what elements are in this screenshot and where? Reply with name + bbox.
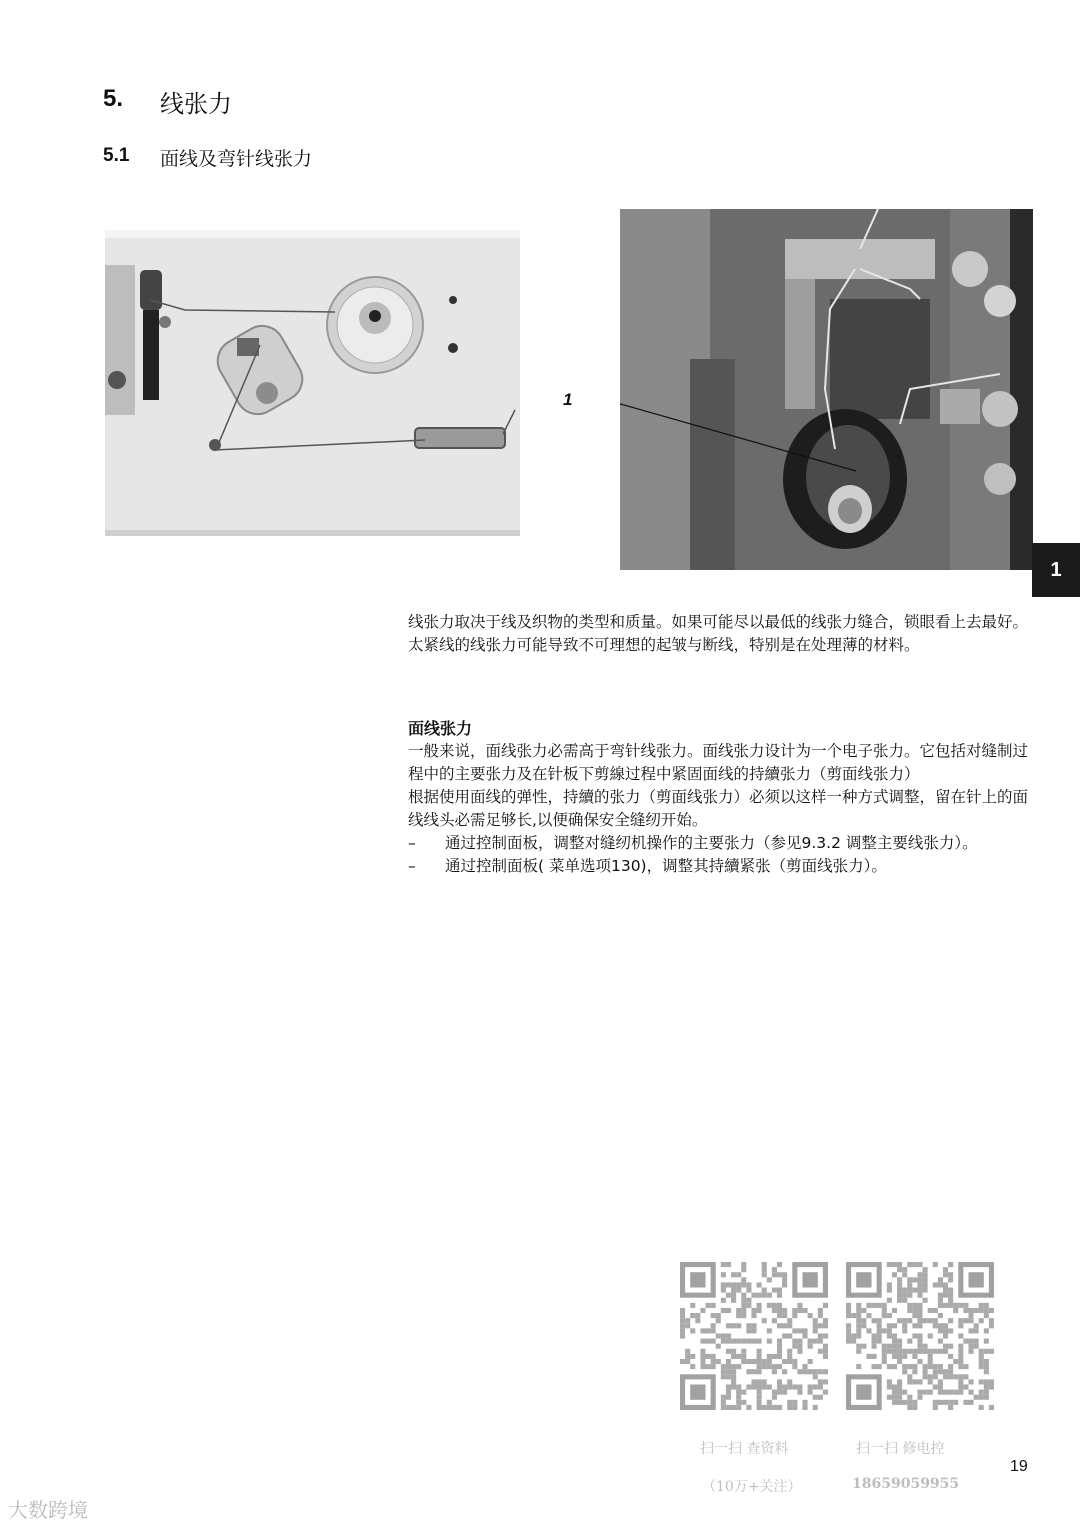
qr-code-left: [680, 1262, 828, 1414]
section-title: 线张力: [160, 90, 232, 118]
looper-tension-photo: [620, 209, 1033, 570]
list-item-text: 通过控制面板( 菜单选项130)，调整其持續紧张（剪面线张力）。: [445, 857, 887, 875]
watermark: 大数跨境: [8, 1498, 88, 1522]
intro-paragraph: 线张力取决于线及织物的类型和质量。如果可能尽以最低的线张力缝合，锁眼看上去最好。: [408, 613, 1029, 631]
thread-path-photo: [105, 230, 520, 560]
dash-bullet: –: [408, 834, 416, 852]
qr-caption-left: 扫一扫 查资料: [700, 1441, 789, 1457]
section-number: 5.: [103, 85, 124, 112]
intro-paragraph: 太紧线的线张力可能导致不可理想的起皱与断线，特别是在处理薄的材料。: [408, 636, 920, 654]
subsection-title: 面线及弯针线张力: [160, 148, 313, 170]
qr-caption-right: 扫一扫 修电控: [856, 1441, 945, 1457]
body-paragraph: 一般来说，面线张力必需高于弯针线张力。面线张力设计为一个电子张力。它包括对缝制过程中的主要张力及在针板下剪線过程中紧固面线的持續张力（剪面线张力）: [408, 742, 1029, 783]
dash-bullet: –: [408, 857, 416, 875]
needle-thread-tension-heading: 面线张力: [408, 719, 473, 738]
qr-code-right: [846, 1262, 994, 1414]
chapter-tab: 1: [1032, 543, 1080, 597]
intro-text: [408, 611, 1028, 657]
qr-codes: [680, 1262, 995, 1512]
list-item: [408, 832, 1028, 855]
subsection-heading: [103, 144, 313, 170]
list-item-text: 通过控制面板，调整对缝纫机操作的主要张力（参见9.3.2 调整主要线张力）。: [445, 834, 978, 852]
page-number: 19: [1010, 1458, 1028, 1475]
qr-caption-left-sub: （10万+关注）: [702, 1479, 802, 1495]
callout-label: 1: [563, 390, 573, 409]
body-paragraph: 根据使用面线的弹性，持續的张力（剪面线张力）必须以这样一种方式调整，留在针上的面线线头必需足够长,以便确保安全缝纫开始。: [408, 788, 1029, 829]
list-item: [408, 855, 1028, 878]
subsection-number: 5.1: [103, 145, 130, 166]
qr-caption-right-sub: 18659059955: [852, 1476, 960, 1492]
needle-thread-tension-text: [408, 740, 1028, 878]
section-heading: [103, 84, 232, 118]
